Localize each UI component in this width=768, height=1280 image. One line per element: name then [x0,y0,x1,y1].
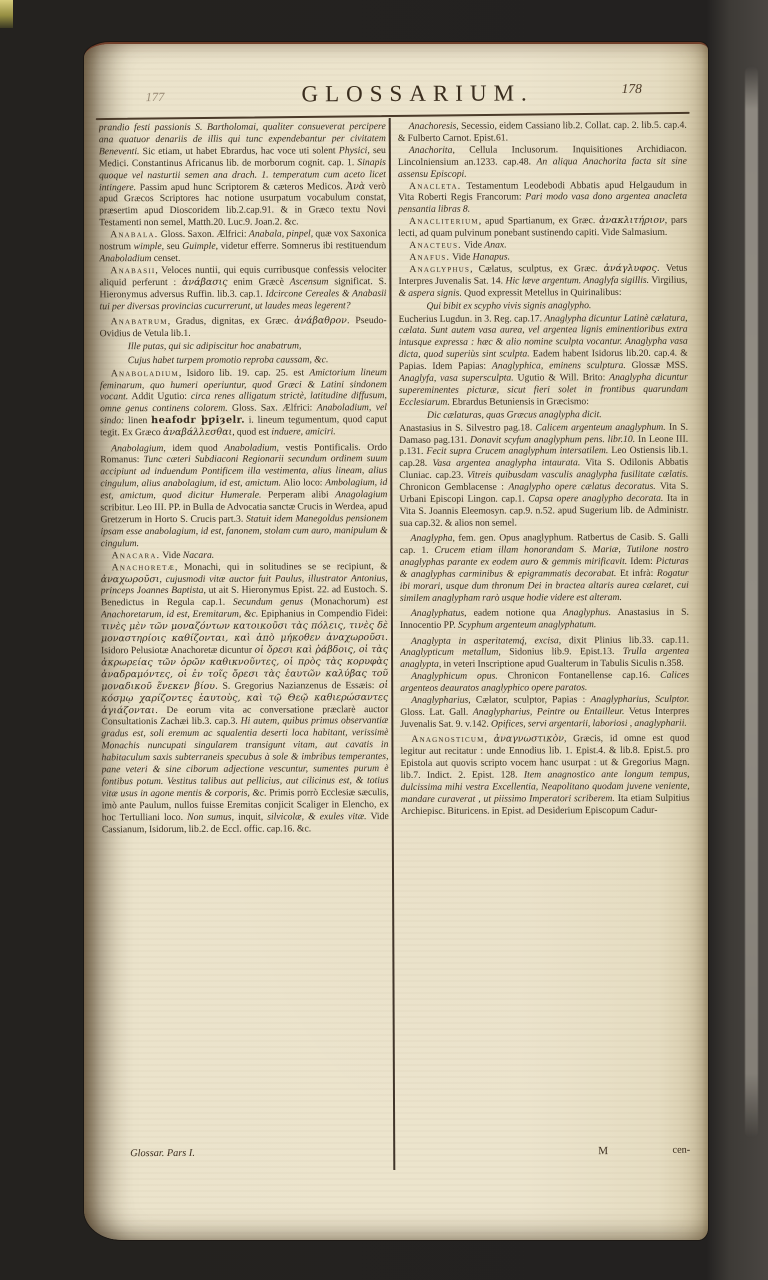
header-rule [96,112,690,120]
text-segment: ἀνάγλυφος. [603,262,660,274]
text-segment: cujusmodi vitæ auctor fuit Paulus, illustrator Antonius, princeps Joannes Baptista [100,572,388,597]
text-segment: Eadem habent Isidorus lib.20. cap.4. & Papias. Idem Papias: [398,347,688,373]
paragraph [398,215,687,240]
text-segment: , eadem notione qua [464,607,563,619]
paragraph [399,312,688,409]
text-segment: Glossæ MSS. [625,359,688,372]
paragraph [400,607,689,632]
text-segment: Anaboladium [99,253,152,265]
text-segment: ἀναγνωστικὸν [493,733,564,745]
text-segment: Gloss. Saxon. Ælfrici: [158,228,249,241]
verse-line [128,353,387,368]
text-segment: Vasa argentea anaglypha intaurata. [432,457,581,470]
text-segment: Gloss. Lat. Gall. [400,706,473,718]
text-segment: Vetus Interpres Juvenalis Sat. 14. [398,262,688,287]
text-segment: , apud Spartianum, ex Græc. [478,215,600,227]
text-segment: Anaglypharius, Peintre ou Entailleur. [472,706,625,718]
text-segment: Epiphanius in Compendio Fidei: [258,608,388,620]
signature-mark: M [598,1145,609,1158]
column-divider [389,118,396,1170]
text-segment: seu Medici. Constantinus Africanus lib. de morborum cognit. cap. 1. [98,144,386,170]
text-segment: Sic etiam, ut habet Ebrardus, hac voce uti solent [139,145,339,157]
text-segment: Physici, [338,144,370,157]
text-segment: In Leone III. p.131. [399,433,689,458]
text-segment: Anachoresis [408,120,457,132]
text-segment: Anaglyphus. [562,607,612,619]
text-segment: Isidoro Pelusiotæ Anachoretæ dicuntur [101,644,255,657]
text-segment: Anaglyphicum opus. [411,670,498,683]
text-segment: Anacteus. [409,239,462,252]
page-content [81,43,710,1242]
paragraph [398,144,687,181]
paragraph [398,179,687,216]
text-segment: Anabasii [110,264,156,277]
text-segment: , quod est [232,426,272,438]
text-segment: ἀνάβασις [182,276,228,288]
text-segment: Vita S. Odilonis Abbatis Cluniac. cap.23. [399,457,689,482]
text-segment: Vide [461,239,485,251]
text-segment: Anacliterium [409,215,479,228]
text-segment: Anaboladium [224,442,277,454]
text-segment: Anaglypharius [411,694,469,707]
text-segment: Ita etiam Sulpitius Archiepisc. Bituricens. in Epist. ad Desiderium Episcopum Cadur- [400,792,690,817]
paragraph [400,634,689,671]
paragraph [100,442,387,550]
text-segment: Quod expressit Metellus in Quirinalibus: [461,286,622,299]
text-segment: , Veloces nuntii, qui equis curribusque confessis velociter aliquid perferunt : [99,263,387,289]
paragraph [400,694,689,731]
left-column [99,121,390,1145]
text-segment: Chronicon Fontanellense cap.16. [497,670,661,682]
text-segment: & aspera signis. [398,287,462,299]
text-segment: Et infrà: [616,567,657,580]
paragraph [400,532,689,605]
text-segment: Anabolagium [111,442,164,454]
text-segment: οἱ ὄρεσι καὶ ῥάβδοις, οἱ τὰς ἀκρωρείας τῶν ὀρῶν καθικνοῦντες, οἱ πρὸς τὰς κορυφὰς ἀναδραμόντες, οἱ ἐν τοῖς ὄρεσι τὰς ἑαυτῶν καλύβας τοῦ μοναδικοῦ ἕνεκεν βίου. [101,644,389,692]
text-segment: Ambolagium, id est, amictum, quod dicitur Humerale. [100,477,388,502]
text-segment: censet. [151,252,181,265]
text-segment: Anaglyfa, vasa supersculpta. [398,372,514,385]
text-segment: scribitur. Leo III. PP. in Bulla de Advocatia sanctæ Crucis in Werdea, apud Gretzerum in Horto S. Crucis part.3. [100,501,388,526]
footer-part-label: Glossar. Pars I. [130,1147,195,1160]
text-segment: enim Græcè [227,276,290,288]
text-segment: Anaboladium [110,367,179,379]
text-segment: Vetus Interpres Juvenalis Sat. 9. v.142. [400,705,690,730]
text-segment: Anaglypta in asperitatemq́, excisa [410,634,559,647]
text-segment: Anaboladium, vel sindo: [100,402,388,427]
text-segment: Hic læve argentum. Anaglyfa sigillis. [505,274,650,287]
text-segment: Anaglyphus [409,263,471,275]
text-segment: Ille putas, qui sic adipiscitur hoc anabatrum, [127,340,302,352]
text-segment: , Cælator, sculptor, Papias : [468,694,591,706]
text-segment: Anaglypho opere cælatus decoratus. [508,481,656,493]
text-segment: S. Gregorius Nazianzenus de Essæis: [217,679,379,692]
text-segment: Non sumus, [187,811,235,823]
text-segment: Opifices, servi argentarii, laboriosi , anaglypharii. [490,717,687,730]
paragraph [400,670,689,695]
text-segment: prandio festi passionis S. Bartholomai, qualiter consueverat percipere ana quatuor denariis de illis qui tunc expendebantur per civitatem Beneventi. [98,121,386,158]
text-segment: οἱ κόσμῳ χαρίζοντες ἑαυτοὺς, καὶ τῷ Θεῷ καθιερώσαντες ἁγιάζονται. [101,679,389,716]
text-segment: Eucherius Lugdun. in 3. Reg. cap.17. [398,312,545,325]
text-segment: Sinapis quoque vel nasturtii semen ana drach. 1. temperatum cum aceto licet intingere. [98,156,386,193]
text-segment: Anastasius in S. Innocentio PP. [399,606,689,632]
paragraph [99,121,386,229]
text-segment: Pseudo-Ovidius de Vetula lib.1. [99,315,387,340]
text-segment: ἀνάβαθρον. [294,315,350,327]
right-column [398,120,691,1144]
text-segment: Nacara. [182,549,215,561]
text-segment: ἀναβάλλεσθαι [162,426,233,439]
text-segment: Donavit scyfum anaglyphum pens. libr.10. [469,433,636,446]
text-segment: Idcircone Cereales & Anabasii tui per diversas provincias cucurrerunt, ut laudes meas legerent? [99,287,387,312]
text-segment: Statuit idem Manegoldus pensionem ipsam esse anabolagium, id est, fanonem, stolam cum auro, manipulum & cingulum. [100,513,388,550]
text-segment: Anacara. [111,549,161,561]
text-segment: Secundum genus [232,596,304,609]
page-title: GLOSSARIUM. [301,80,534,107]
text-segment: , Monachi, qui in solitudines se se recipiunt, & [174,560,388,573]
text-segment: Virgilius, [649,274,688,286]
text-segment: , Cellula Inclusorum. Inquisitiones Archidiacon. Lincolniensium an.1233. cap.48. [397,143,687,168]
text-segment: , ut ait S. Hieronymus Epist. 22. ad Eustoch. S. Benedictus in Regula cap.1. [100,584,388,609]
text-segment: Fecit supra Crucem anaglyphum intersatilem. [426,445,609,458]
text-segment: Anastasius in S. Silvestro pag.18. [399,422,536,434]
paragraph [101,561,389,836]
text-segment: , vestis Pontificalis. Ordo Romanus: [100,441,388,466]
paragraph [398,120,687,145]
text-segment: Vide Cassianum, Isidorum, lib.2. de Eccl. offic. cap.16. &c. [101,810,389,835]
text-segment: , Gradus, dignitas, ex Græc. [167,315,295,327]
paragraph [399,421,688,529]
text-segment: Anacleta. [408,180,462,192]
verse-line [427,407,688,422]
text-segment: Anaglypticum metallum [400,647,499,659]
text-segment: Dic cælaturas, quas Græcus anaglypha dicit. [426,408,602,421]
text-segment: Anabatrum [110,315,168,328]
text-segment: Anagolagium [335,489,388,501]
adjacent-page-edge [745,66,758,1138]
page-number-right: 178 [621,80,642,97]
text-segment: Guimple [182,240,216,252]
text-segment: i. lineum tegumentum, quod caput tegit. Ex Græco [100,414,388,439]
text-segment: Ascensum [289,276,329,288]
text-segment: Picturas & anaglyphas carminibus & epigrammatis decorabat. [399,555,689,581]
text-segment: In S. Damaso pag.131. [399,421,689,446]
text-segment: Ugutio & Will. Brito: [513,372,610,384]
book-page [84,42,708,1240]
text-segment: heafodr þƿiȝelr. [151,414,245,427]
text-segment: Vitreis quibusdam vasculis anaglypha fusilitate cælatis. [467,469,689,481]
text-segment: Hi autem, quibus primus observantiæ gradus est, soli eremum ac squalentia deserti loca habitant, verissimè Monachis nuncupati singularem transigunt vitam, aut cavatis in habitaculum saxis subterraneis specubus à sole & imbribus temperantes, pane veteri & sine ciborum adjectione vescuntur, sumentes purum è fontibus potum. Vestitus talibus aut pellicius, aut cilicinus est, & totius vitæ usus in agone mentis & corporis, &c. [101,715,389,800]
text-segment: An aliqua Anachorita facta sit sine assensu Episcopi. [397,155,687,180]
text-segment: , idem quod [163,442,225,454]
text-segment: Passim apud hunc Scriptorem & cæteros Medicos. [136,180,347,193]
text-segment: Cujus habet turpem promotio reproba caussam, &c. [127,354,329,366]
text-segment: Anabala, pinpel, [248,228,314,240]
bookmark-strip [0,0,13,28]
text-segment: Trulla argentea anaglypta [400,646,690,671]
verse-line [427,298,688,313]
text-segment: (Monachorum) [302,596,378,608]
text-segment: Anachoretæ [111,561,176,573]
text-segment: Ebrardus Betuniensis in Græcismo: [449,395,589,408]
paragraph [99,264,386,313]
paragraph [100,367,387,440]
text-segment: ἀνακλιτήριον [599,215,665,227]
paragraph [400,733,689,818]
text-segment: Testamentum Leodebodi Abbatis apud Helgaudum in Vita Roberti Regis Francorum: [398,179,688,204]
text-segment: Anagnosticum [411,733,485,746]
text-segment: Anaglypharius, Sculptor. [590,693,690,706]
text-segment: silvicolæ, & exules vitæ. [267,810,367,823]
paragraph [99,228,386,265]
text-segment: seu [164,240,183,253]
text-segment: , videtur efferre. Somnerus ibi restituendum [215,240,387,252]
text-segment: Calicem argenteum anaglyphum. [535,421,666,434]
text-segment: Pari modo vasa dono argentea anacleta pensantia libras 8. [398,191,688,216]
text-segment: Qui bibit ex scypho vivis signis anaglypho. [426,299,592,312]
text-segment: , Isidoro lib. 19. cap. 25. est [178,367,310,379]
text-segment: Idem: [627,555,656,568]
page-number-left: 177 [145,90,165,105]
text-segment: Anaglypha dicuntur supereminentes picturæ, sicut fieri solet in frontibus quarundam Ecclesiarum. [398,371,688,408]
text-segment: , Cælatus, sculptus, ex Græc. [470,262,604,275]
text-segment: Leo Ostiensis lib.1. cap.28. [399,445,689,470]
text-segment: Anax. [484,239,507,251]
text-segment: Vita S. Urbani Episcopi Lingon. cap.1. [399,480,689,506]
text-segment: , dixit Plinius lib.33. cap.11. [558,634,690,646]
text-segment: , [484,733,494,745]
text-segment: Rogatur ibi morari, usque dum thronum Dei in bractea altaris aurea cælaret, cui similem anaglypham rarò usque hodie videre est alteram. [399,567,689,604]
text-segment: Chronicon Gemblacense : [399,481,509,494]
catchword: cen- [672,1144,691,1156]
text-segment: Vide [160,549,183,561]
text-segment: quæ vox Saxonica nostrum [99,228,387,253]
text-segment: Perperam alibi [261,489,336,501]
text-segment: Vide [450,251,473,263]
text-segment: Addit Ugutio: [128,391,191,403]
text-segment: Calices argenteos deauratos anaglyphico opere paratos. [400,670,690,695]
text-segment: Anabala. [110,229,159,241]
text-segment: , fem. gen. Opus anaglyphum. Ratbertus de Casib. S. Galli cap. 1. [399,532,689,557]
text-segment: Hanapus. [472,251,511,263]
text-segment: Item anagnostico ante longum tempus, dulcissima mihi vestra Excellentia, Neapolitano quodam juvene veniente, mandare curaverat , ut piissimo Imperatori scriberem. [400,768,690,805]
text-segment: , in veteri Inscriptione apud Gualterum in Tabulis Siculis n.358. [438,658,684,671]
text-segment: ἀναχωροῦσι [100,573,160,585]
text-segment: Amictorium lineum feminarum, quo humeri operiuntur, quod Græci & Latini sindonem vocant. [99,366,387,403]
text-segment: Capsa opere anaglypho decorata. [528,492,664,505]
text-segment: wimple, [133,241,165,253]
paragraph [398,263,687,300]
text-segment: circa renes alligatum strictè, latitudine diffusum, omne genus continens colorem. [99,390,387,415]
text-segment: Anaglypha [410,533,453,545]
text-segment: , pars lecti, ad quam pulvinum ponebant sustinendo capiti. Vide Salmasium. [398,214,688,240]
text-segment: est Anachoretarum, id est, Eremitarum, &c. [100,596,388,621]
text-segment: , Sidonius lib.9. Epist.13. [498,646,623,659]
text-segment: induere, amiciri. [271,426,336,438]
text-segment: Anachorita [408,144,453,156]
text-segment: Alio loco: [281,477,326,489]
text-segment: Anaglyphatus [410,607,465,620]
text-segment: , Secessio, eidem Cassiano lib.2. Collat. cap. 2. lib.5. cap.4. & Fulberto Carnot. Epist.61. [397,119,687,144]
text-segment: Tunc cæteri Subdiaconi Regionarii secundum ordinem suum accipiunt ad induendum Pontificem illa vestimenta, alius lineam, alius cingulum, alius anabolagium, id est, amictum. [100,453,388,490]
text-segment: Anaglypha dicuntur Latinè cælatura, cælata. Sunt autem vasa aurea, vel argentea lignis eminentioribus extra intusque expressa : hæc & alio nomine sculpta vocantur. Anaglypha vasa dicta, quod superiùs sint sculpta. [398,312,688,361]
text-segment: inquit, [233,811,268,823]
text-segment: De eorum vita ac conversatione præclarè auctor Consultationis Zachæi lib.3. cap.3. [101,703,389,728]
text-segment: Crucem etiam illam honorandam S. Mariæ, Tutilone nostro anaglyphas parante ex eodem auro & gemmis mirificavit. [399,543,689,569]
text-segment: τινὲς μὲν τῶν μοναζόντων κατοικοῦσι τὰς πόλεις, τινὲς δὲ μοναστηρίοις καθίζονται, καὶ ἀπὸ μήκοθεν ἀναχωροῦσι. [100,620,389,645]
text-segment: Gloss. Sax. Ælfrici: [227,402,317,415]
text-segment: significat. S. Hieronymus adversus Ruffin. lib.3. cap.1. [99,275,387,300]
text-segment: linen [124,415,152,427]
text-segment: Ἀνὰ [346,180,366,192]
text-segment: Anaglyphica, eminens sculptura. [491,360,626,372]
text-segment: Scyphum argenteum anaglyphatum. [457,619,597,631]
text-segment: verò apud Græcos Scriptores hac notione usurpatum vocabulum constat, præsertim apud Dioscoridem lib.2.cap.91. & in Græco textu Novi Testamenti non semel, Matth.20. Luc.9. Joan.2. &c. [99,180,387,229]
text-segment: , [159,573,166,585]
verse-line [128,339,387,354]
text-segment: Ita in Vita S. Joannis Eleemosyn. cap.9. n.52. apud Sugerium lib. de Administr. sua cap.32. & alios non semel. [399,492,689,529]
paragraph [100,315,387,340]
text-segment: , Græcis, id omne est quod legitur aut recitatur : unde Ennodius lib. 1. Epist.4. & lib.8. Epist.5. pro Epistola aut quovis scripto vocem hanc usurpat : ut & Gregorius Magn. lib.7. Indict. 2. Epist. 128. [400,733,690,782]
text-segment: Primis porrò Ecclesiæ sæculis, imò ante Paulum, nullos fuisse Eremitas conjicit Scaliger in Elencho, ex hoc Tertulliani loco. [101,786,389,823]
text-segment: Anafus. [409,251,451,263]
